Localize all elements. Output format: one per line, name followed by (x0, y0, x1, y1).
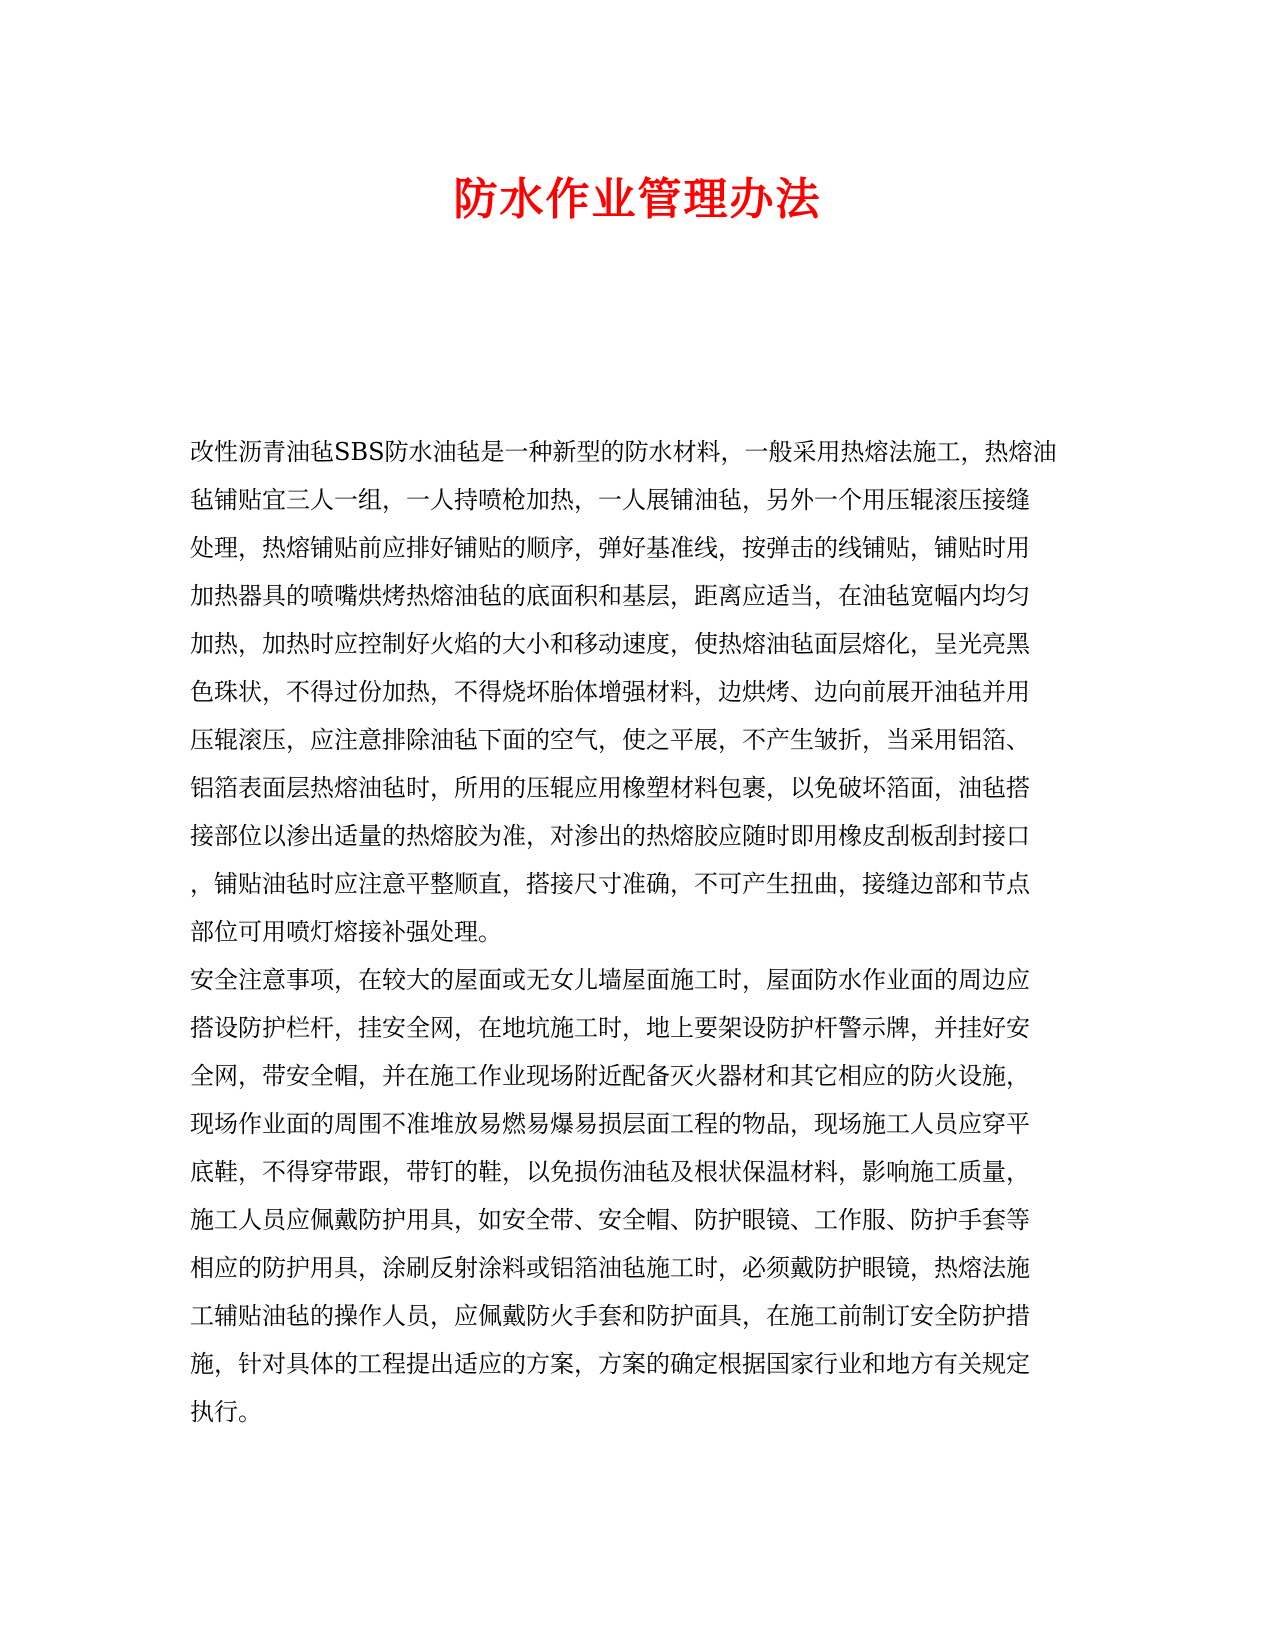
text-line: ，铺贴油毡时应注意平整顺直，搭接尺寸准确，不可产生扭曲，接缝边部和节点 (190, 870, 1030, 898)
document-body (190, 428, 1070, 1436)
text-line: 工辅贴油毡的操作人员，应佩戴防火手套和防护面具，在施工前制订安全防护措 (190, 1302, 1030, 1330)
text-line: 色珠状，不得过份加热，不得烧坏胎体增强材料，边烘烤、边向前展开油毡并用 (190, 678, 1030, 706)
text-line: 施工人员应佩戴防护用具，如安全带、安全帽、防护眼镜、工作服、防护手套等 (190, 1206, 1030, 1234)
text-line: 处理，热熔铺贴前应排好铺贴的顺序，弹好基准线，按弹击的线铺贴，铺贴时用 (190, 534, 1030, 562)
text-line: 加热，加热时应控制好火焰的大小和移动速度，使热熔油毡面层熔化，呈光亮黑 (190, 630, 1030, 658)
text-line: 底鞋，不得穿带跟，带钉的鞋，以免损伤油毡及根状保温材料，影响施工质量， (190, 1158, 1030, 1186)
text-line: 安全注意事项，在较大的屋面或无女儿墙屋面施工时，屋面防水作业面的周边应 (190, 966, 1030, 994)
text-line: 压辊滚压，应注意排除油毡下面的空气，使之平展，不产生皱折，当采用铝箔、 (190, 726, 1030, 754)
text-line: 铝箔表面层热熔油毡时，所用的压辊应用橡塑材料包裹，以免破坏箔面，油毡搭 (190, 774, 1030, 802)
document-title: 防水作业管理办法 (453, 174, 822, 225)
text-line: 加热器具的喷嘴烘烤热熔油毡的底面积和基层，距离应适当，在油毡宽幅内均匀 (190, 582, 1030, 610)
paragraph-1 (190, 428, 1070, 956)
text-line: 现场作业面的周围不准堆放易燃易爆易损层面工程的物品，现场施工人员应穿平 (190, 1110, 1030, 1138)
text-line: 搭设防护栏杆，挂安全网，在地坑施工时，地上要架设防护杆警示牌，并挂好安 (190, 1014, 1030, 1042)
text-line: 相应的防护用具，涂刷反射涂料或铝箔油毡施工时，必须戴防护眼镜，热熔法施 (190, 1254, 1030, 1282)
text-line: 全网，带安全帽，并在施工作业现场附近配备灭火器材和其它相应的防火设施， (190, 1062, 1030, 1090)
text-line: 接部位以渗出适量的热熔胶为准，对渗出的热熔胶应随时即用橡皮刮板刮封接口 (190, 822, 1030, 850)
text-line: 执行。 (190, 1398, 262, 1426)
text-line: 毡铺贴宜三人一组，一人持喷枪加热，一人展铺油毡，另外一个用压辊滚压接缝 (190, 486, 1030, 514)
text-line: 部位可用喷灯熔接补强处理。 (190, 918, 502, 946)
paragraph-2 (190, 956, 1070, 1436)
text-line: 改性沥青油毡SBS防水油毡是一种新型的防水材料，一般采用热熔法施工，热熔油 (190, 438, 1057, 466)
text-line: 施，针对具体的工程提出适应的方案，方案的确定根据国家行业和地方有关规定 (190, 1350, 1030, 1378)
